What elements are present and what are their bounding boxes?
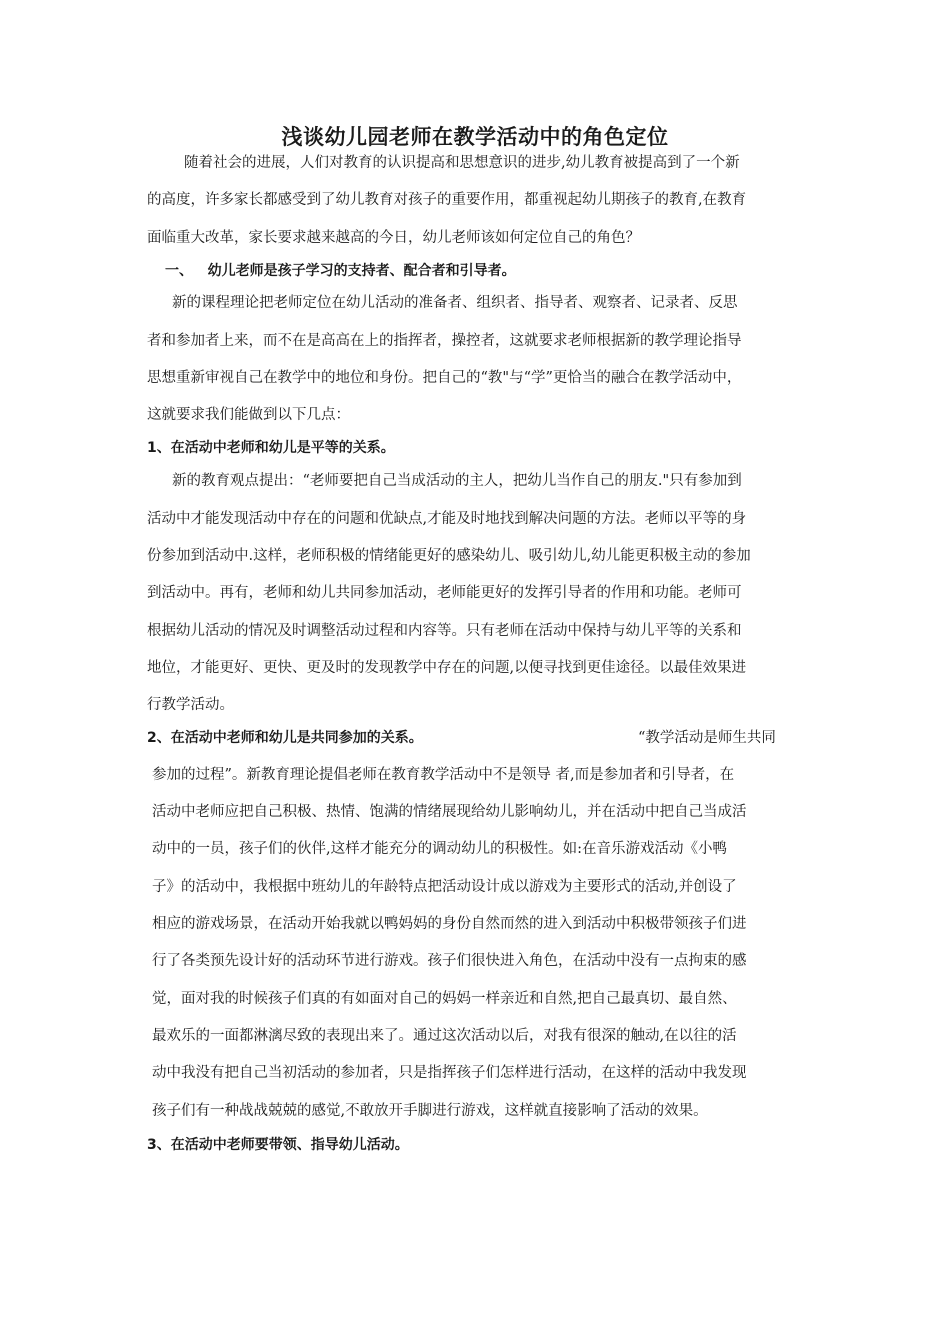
paragraph-line: 最欢乐的一面都淋漓尽致的表现出来了。通过这次活动以后，对我有很深的触动,在以往的活 <box>152 1028 737 1044</box>
paragraph-line: 子》的活动中，我根据中班幼儿的年龄特点把活动设计成以游戏为主要形式的活动,并创设了 <box>152 879 737 895</box>
point-heading: 3、在活动中老师要带领、指导幼儿活动。 <box>147 1137 409 1153</box>
paragraph-line: 新的课程理论把老师定位在幼儿活动的准备者、组织者、指导者、观察者、记录者、反思 <box>172 295 738 311</box>
section-heading: 一、 幼儿老师是孩子学习的支持者、配合者和引导者。 <box>165 263 516 279</box>
paragraph-line: 这就要求我们能做到以下几点： <box>147 407 350 423</box>
point-heading: 2、在活动中老师和幼儿是共同参加的关系。 <box>147 730 423 746</box>
paragraph-line: 相应的游戏场景，在活动开始我就以鸭妈妈的身份自然而然的进入到活动中积极带领孩子们进 <box>152 916 747 932</box>
paragraph-line: 活动中才能发现活动中存在的问题和优缺点,才能及时地找到解决问题的方法。老师以平等的身 <box>147 511 747 527</box>
paragraph-line: 思想重新审视自己在教学中的地位和身份。把自己的“教"与“学”更恰当的融合在教学活动中， <box>147 370 742 386</box>
document-title: 浅谈幼儿园老师在教学活动中的角色定位 <box>281 124 669 149</box>
paragraph-line: 行教学活动。 <box>147 697 234 713</box>
quote-start: “教学活动是师生共同 <box>638 730 776 746</box>
paragraph-line: 者和参加者上来，而不在是高高在上的指挥者，操控者，这就要求老师根据新的教学理论指导 <box>147 333 742 349</box>
intro-line: 随着社会的进展，人们对教育的认识提高和思想意识的进步,幼儿教育被提高到了一个新 <box>184 155 740 171</box>
paragraph-line: 到活动中。再有，老师和幼儿共同参加活动，老师能更好的发挥引导者的作用和功能。老师可 <box>147 585 742 601</box>
paragraph-line: 动中我没有把自己当初活动的参加者，只是指挥孩子们怎样进行活动，在这样的活动中我发现 <box>152 1065 747 1081</box>
intro-line: 的高度，许多家长都感受到了幼儿教育对孩子的重要作用，都重视起幼儿期孩子的教育,在教育 <box>147 192 747 208</box>
paragraph-line: 动中的一员，孩子们的伙伴,这样才能充分的调动幼儿的积极性。如:在音乐游戏活动《小鸭 <box>152 841 727 857</box>
paragraph-line: 行了各类预先设计好的活动环节进行游戏。孩子们很快进入角色，在活动中没有一点拘束的感 <box>152 953 747 969</box>
paragraph-line: 活动中老师应把自己积极、热情、饱满的情绪展现给幼儿影响幼儿，并在活动中把自己当成活 <box>152 804 747 820</box>
paragraph-line: 地位，才能更好、更快、更及时的发现教学中存在的问题,以便寻找到更佳途径。以最佳效果进 <box>147 660 747 676</box>
intro-line: 面临重大改革，家长要求越来越高的今日，幼儿老师该如何定位自己的角色？ <box>147 230 640 246</box>
paragraph-line: 参加的过程”。新教育理论提倡老师在教育教学活动中不是领导 者,而是参加者和引导者，在 <box>152 767 735 783</box>
paragraph-line: 份参加到活动中.这样，老师积极的情绪能更好的感染幼儿、吸引幼儿,幼儿能更积极主动的参加 <box>147 548 751 564</box>
paragraph-line: 孩子们有一种战战兢兢的感觉,不敢放开手脚进行游戏，这样就直接影响了活动的效果。 <box>152 1103 708 1119</box>
paragraph-line: 觉，面对我的时候孩子们真的有如面对自己的妈妈一样亲近和自然,把自己最真切、最自然、 <box>152 991 737 1007</box>
paragraph-line: 根据幼儿活动的情况及时调整活动过程和内容等。只有老师在活动中保持与幼儿平等的关系和 <box>147 623 742 639</box>
point-heading: 1、在活动中老师和幼儿是平等的关系。 <box>147 440 395 456</box>
paragraph-line: 新的教育观点提出：“老师要把自己当成活动的主人，把幼儿当作自己的朋友."只有参加到 <box>172 473 742 489</box>
